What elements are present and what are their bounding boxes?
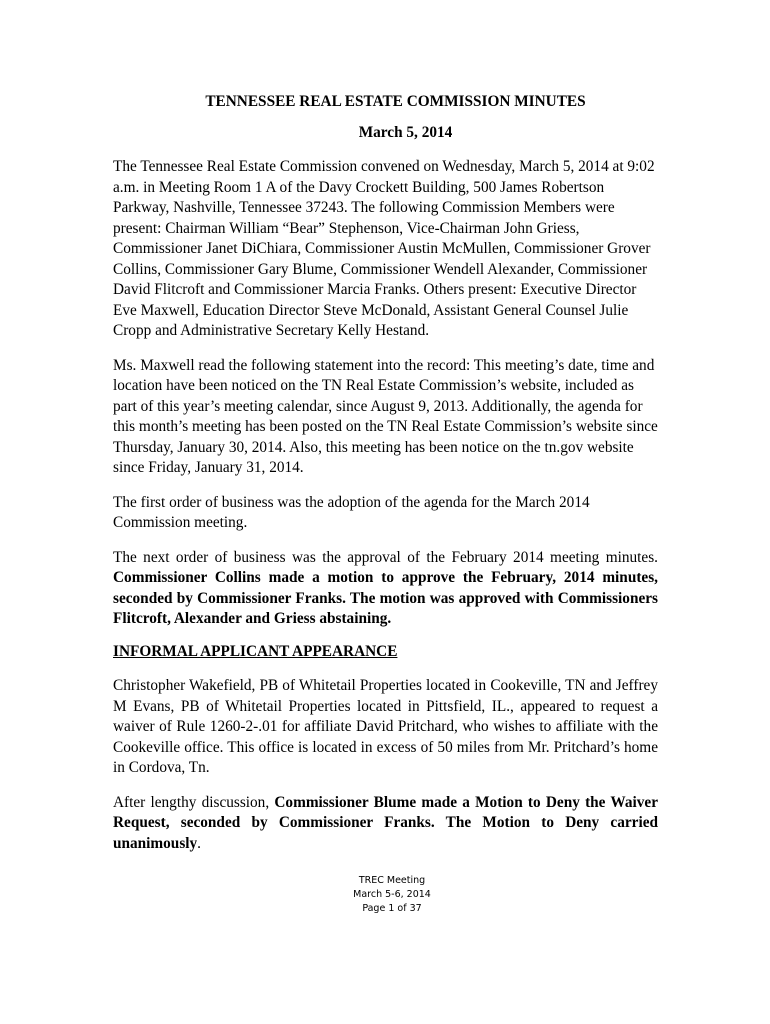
- footer-meeting-label: TREC Meeting: [358, 875, 426, 886]
- paragraph-waiver-decision: [113, 793, 658, 855]
- document-date: March 5, 2014: [358, 123, 453, 141]
- page-footer: [0, 874, 770, 916]
- paragraph-minutes-approval: [113, 548, 658, 630]
- document-body: [113, 92, 658, 854]
- paragraph-applicant-appearance: Christopher Wakefield, PB of Whitetail Properties located in Cookeville, TN and Jeffrey M Evans, PB of Whitetail Properties located in Pittsfield, IL., appeared to request a waiver of Rule 1260-2-.01 for affiliate David Pritchard, who wishes to affiliate with the Cookeville office. This office is located in excess of 50 miles from Mr. Pritchard’s home in Cordova, Tn.: [113, 677, 658, 776]
- paragraph-notice-statement: Ms. Maxwell read the following statement into the record: This meeting’s date, time and location have been noticed on the TN Real Estate Commission’s website, included as part of this year’s meeting calendar, since August 9, 2013. Additionally, the agenda for this month’s meeting has been posted on the TN Real Estate Commission’s website since Thursday, January 30, 2014. Also, this meeting has been notice on the tn.gov website since Friday, January 31, 2014.: [113, 356, 658, 476]
- footer-page-number: Page 1 of 37: [362, 903, 422, 914]
- section-heading-informal-applicant: INFORMAL APPLICANT APPEARANCE: [113, 642, 398, 660]
- waiver-decision-motion: Commissioner Blume made a Motion to Deny the Waiver Request, seconded by Commissioner Franks. The Motion to Deny carried unanimously: [113, 793, 658, 852]
- footer-meeting-dates: March 5-6, 2014: [353, 889, 431, 900]
- paragraph-agenda-adoption: The first order of business was the adoption of the agenda for the March 2014 Commission meeting.: [113, 493, 590, 531]
- minutes-approval-text: The next order of business was the approval of the February 2014 meeting minutes.: [113, 548, 658, 566]
- minutes-approval-motion: Commissioner Collins made a motion to approve the February, 2014 minutes, seconded by Commissioner Franks. The motion was approved with Commissioners Flitcroft, Alexander and Griess abstaining.: [113, 569, 658, 627]
- paragraph-convening: The Tennessee Real Estate Commission convened on Wednesday, March 5, 2014 at 9:02 a.m. in Meeting Room 1 A of the Davy Crockett Building, 500 James Robertson Parkway, Nashville, Tennessee 37243. The following Commission Members were present: Chairman William “Bear” Stephenson, Vice-Chairman John Griess, Commissioner Janet DiChiara, Commissioner Austin McMullen, Commissioner Grover Collins, Commissioner Gary Blume, Commissioner Wendell Alexander, Commissioner David Flitcroft and Commissioner Marcia Franks. Others present: Executive Director Eve Maxwell, Education Director Steve McDonald, Assistant General Counsel Julie Cropp and Administrative Secretary Kelly Hestand.: [113, 158, 655, 339]
- document-title: TENNESSEE REAL ESTATE COMMISSION MINUTES: [205, 93, 586, 110]
- waiver-decision-text: After lengthy discussion,: [113, 793, 275, 811]
- waiver-decision-end: .: [197, 834, 201, 852]
